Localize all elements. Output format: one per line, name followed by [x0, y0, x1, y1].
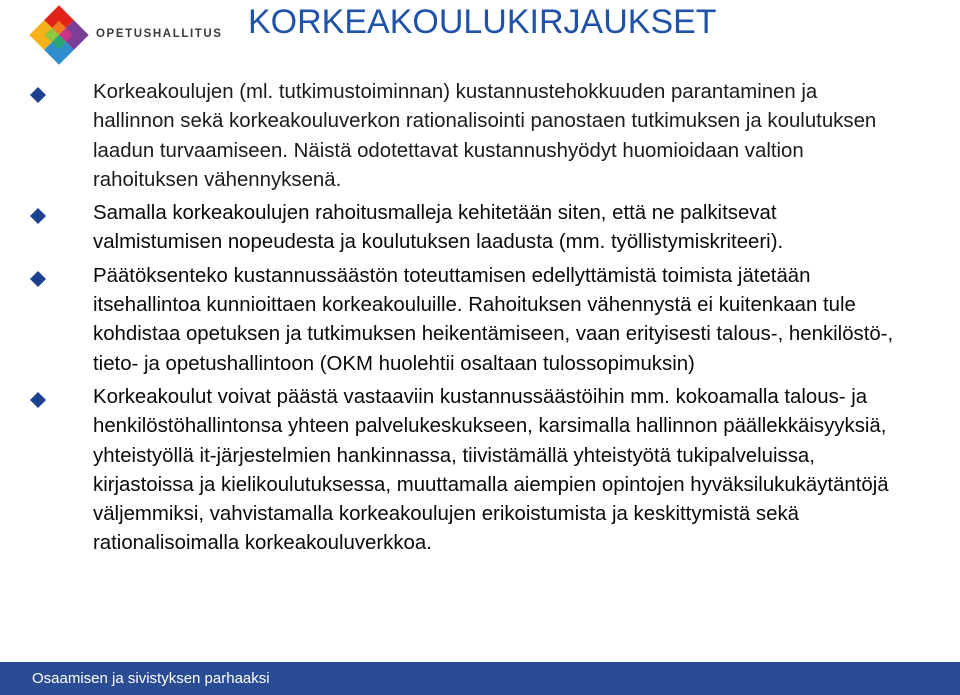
- diamond-bullet-icon: [30, 271, 46, 287]
- bullet-item-4: [0, 383, 960, 559]
- footer-slogan: Osaamisen ja sivistyksen parhaaksi: [32, 670, 270, 687]
- bullet-item-2: [0, 199, 960, 258]
- diamond-bullet-icon: [30, 392, 46, 408]
- bullet-list: [0, 78, 960, 563]
- bullet-item-3: [0, 262, 960, 379]
- diamond-bullet-icon: [30, 87, 46, 103]
- diamond-bullet-icon: [30, 208, 46, 224]
- bullet-text: Korkeakoulujen (ml. tutkimustoiminnan) kustannustehokkuuden parantaminen ja hallinnon sekä korkeakouluverkon rationalisointi panostaen tutkimuksen ja koulutuksen laadun turvaamiseen. Näistä odotettavat kustannushyödyt huomioidaan valtion rahoituksen vähennyksenä.: [93, 81, 877, 191]
- footer-bar: [0, 662, 960, 695]
- logo-text: OPETUSHALLITUS: [96, 28, 223, 40]
- logo-diamond-icon: [28, 4, 90, 66]
- bullet-text: Samalla korkeakoulujen rahoitusmalleja kehitetään siten, että ne palkitsevat valmistumisen nopeudesta ja koulutuksen laadusta (mm. työllistymiskriteeri).: [93, 202, 784, 254]
- opetushallitus-logo: [28, 4, 228, 66]
- bullet-text: Korkeakoulut voivat päästä vastaaviin kustannussäästöihin mm. kokoamalla talous- ja henkilöstöhallintonsa yhteen palvelukeskukseen, karsimalla hallinnon päällekkäisyyksiä, yhteistyöllä it-järjestelmien hankinnassa, tiivistämällä yhteistyötä tukipalveluissa, kirjastoissa ja kielikoulutuksessa, muuttamalla aiempien opintojen hyväksilukukäytäntöjä väljemmiksi, vahvistamalla korkeakoulujen erikoistumista ja keskittymistä sekä rationalisoimalla korkeakouluverkkoa.: [93, 385, 889, 555]
- bullet-text: Päätöksenteko kustannussäästön toteuttamisen edellyttämistä toimista jätetään itsehallintoa kunnioittaen korkeakouluille. Rahoituksen vähennystä ei kuitenkaan tule kohdistaa opetuksen ja tutkimuksen heikentämiseen, vaan erityisesti talous-, henkilöstö-, tieto- ja opetushallintoon (OKM huolehtii osaltaan tulossopimuksin): [93, 264, 894, 375]
- page-title: KORKEAKOULUKIRJAUKSET: [248, 3, 717, 41]
- bullet-item-1: [0, 78, 960, 195]
